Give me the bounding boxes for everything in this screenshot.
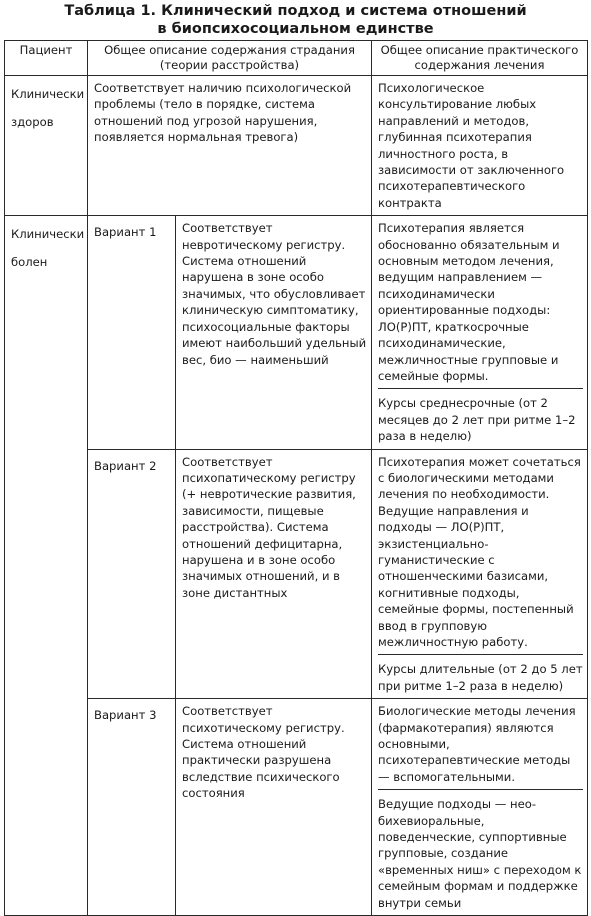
header-patient: Пациент	[5, 41, 88, 76]
course-variant-3: Ведущие подходы — нео-бихевиоральные, поведенческие, суппортивные групповые, создание «временных ниш» с переходом к семейным формам и поддержке внутри семьи	[378, 789, 583, 911]
table-row-healthy	[5, 76, 588, 216]
treatment-variant-2	[372, 449, 588, 699]
patient-healthy: Клинически здоров	[5, 76, 88, 216]
caption-line-1: Таблица 1. Клинический подход и система отношений	[64, 3, 527, 19]
variant-1-label: Вариант 1	[88, 216, 176, 449]
treatment-variant-3	[372, 699, 588, 916]
suffering-variant-2: Соответствует психопатическому регистру (+ невротические развития, зависимости, пищевые расстройства). Система отношений дефицитарна, нарушена и в зоне особо значимых отношений, и в зоне дистантных	[176, 449, 372, 699]
table-caption	[0, 0, 591, 38]
variant-3-label: Вариант 3	[88, 699, 176, 916]
patient-ill: Клинически болен	[5, 216, 88, 916]
treatment-variant-2-text: Психотерапия может сочетаться с биологическими методами лечения по необходимости. Ведущие направления и подходы — ЛО(Р)ПТ, экзистенциально-гуманистические с отношенческими базисами, когнитивные подходы, семейные формы, постепенный ввод в групповую межличностную работу.	[378, 454, 581, 649]
header-treatment: Общее описание практического содержания лечения	[372, 41, 588, 76]
suffering-variant-3: Соответствует психотическому регистру. Система отношений практически разрушена вследствие психического состояния	[176, 699, 372, 916]
course-variant-1: Курсы среднесрочные (от 2 месяцев до 2 лет при ритме 1–2 раза в неделю)	[378, 388, 583, 444]
caption-line-2: в биопсихосоциальном единстве	[157, 21, 434, 37]
course-variant-2: Курсы длительные (от 2 до 5 лет при ритме 1–2 раза в неделю)	[378, 654, 583, 694]
suffering-variant-1: Соответствует невротическому регистру. Система отношений нарушена в зоне особо значимых, что обусловливает клиническую симптоматику, психосоциальные факторы имеют наибольший удельный вес, био — наименьший	[176, 216, 372, 449]
treatment-variant-3-text: Биологические методы лечения (фармакотерапия) являются основными, психотерапевтические методы — вспомогательными.	[378, 704, 576, 784]
treatment-variant-1-text: Психотерапия является обоснованно обязательным и основным методом лечения, ведущим направлением — психодинамически ориентированные подходы: ЛО(Р)ПТ, краткосрочные психодинамические, межличностные групповые и семейные формы.	[378, 221, 560, 383]
relations-table	[4, 40, 588, 916]
table-row-variant-1	[5, 216, 588, 449]
treatment-healthy: Психологическое консультирование любых направлений и методов, глубинная психотерапия личностного роста, в зависимости от заключенного психотерапевтического контракта	[372, 76, 588, 216]
header-suffering: Общее описание содержания страдания (теории расстройства)	[88, 41, 372, 76]
table-header-row	[5, 41, 588, 76]
table-row-variant-3	[5, 699, 588, 916]
table-row-variant-2	[5, 449, 588, 699]
treatment-variant-1	[372, 216, 588, 449]
variant-2-label: Вариант 2	[88, 449, 176, 699]
suffering-healthy: Соответствует наличию психологической проблемы (тело в порядке, система отношений под угрозой нарушения, появляется нормальная тревога)	[88, 76, 372, 216]
